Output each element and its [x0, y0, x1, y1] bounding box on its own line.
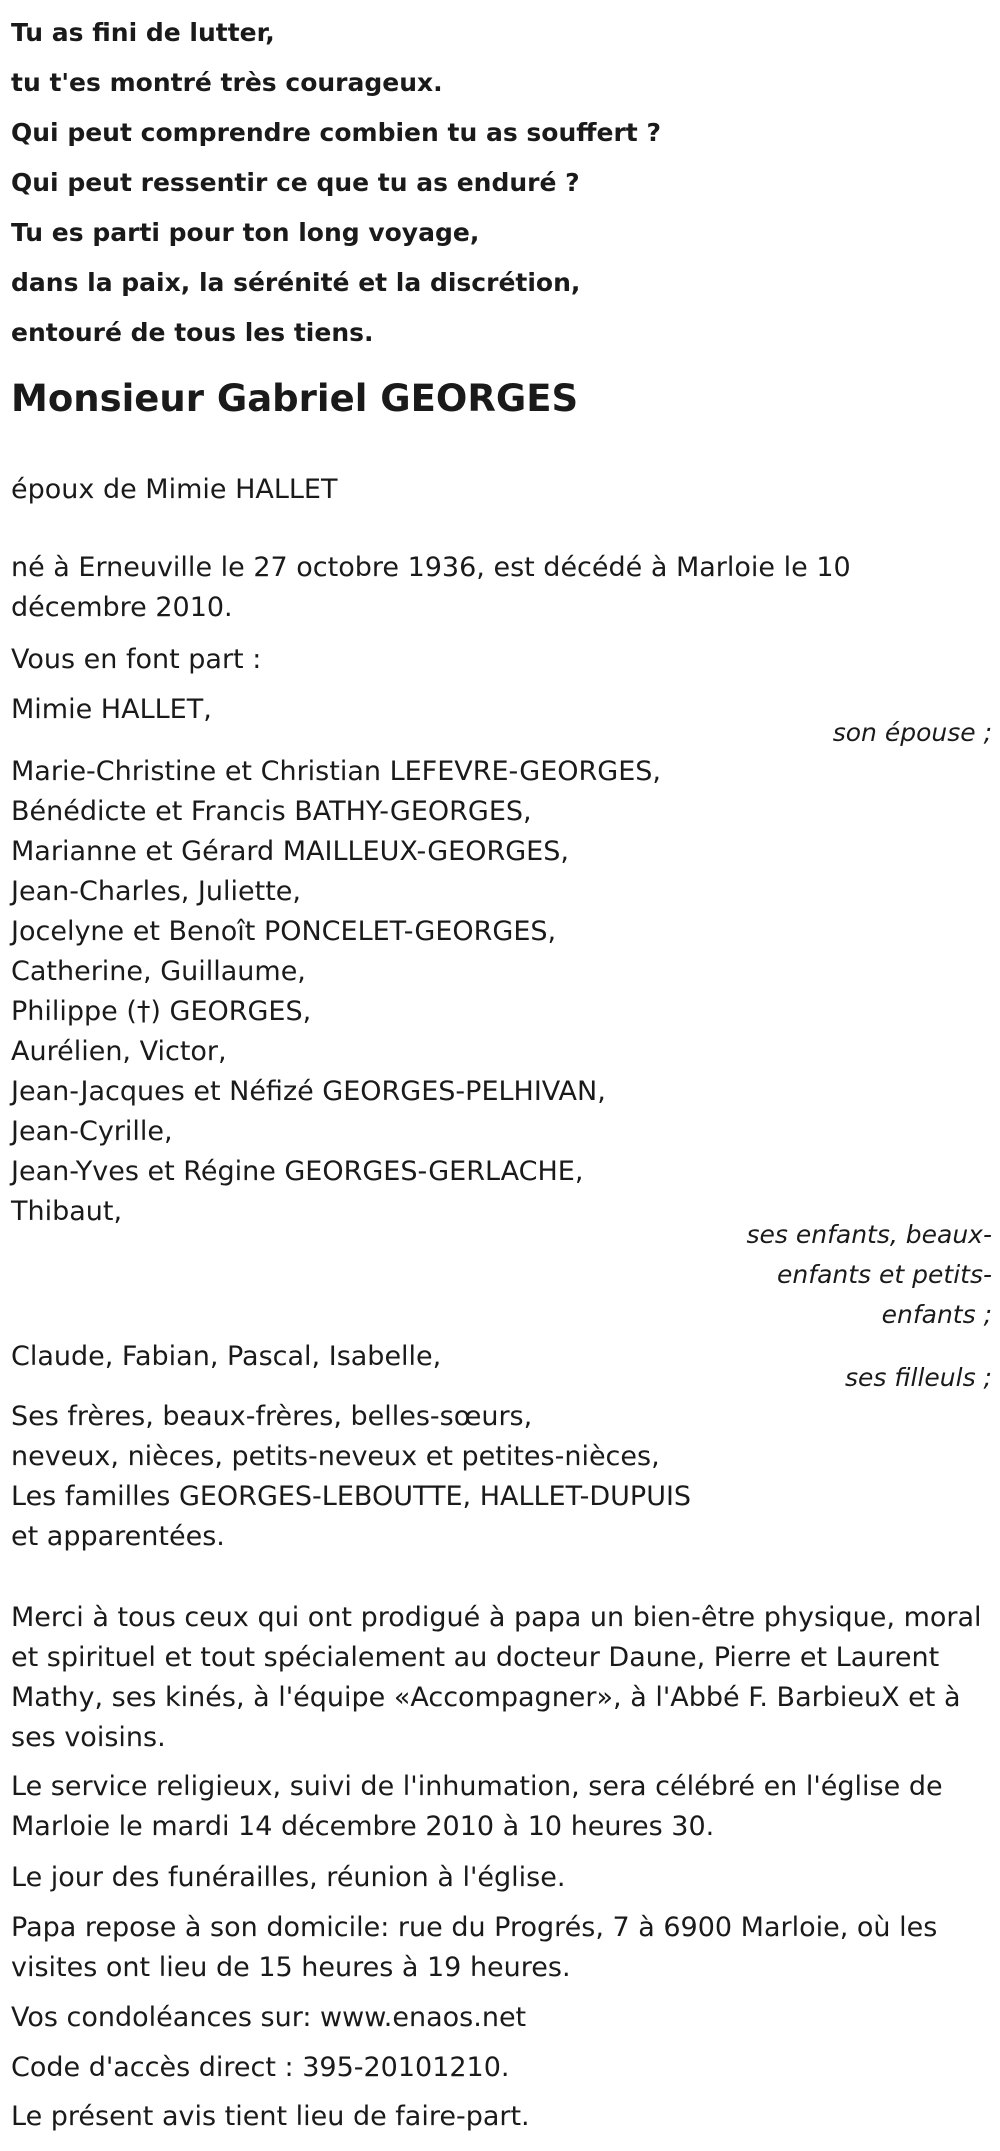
list-item: Bénédicte et Francis BATHY-GEORGES,: [11, 796, 532, 827]
list-item: Jocelyne et Benoît PONCELET-GEORGES,: [11, 916, 557, 947]
children-role: ses enfants, beaux- enfants et petits- enfants ;: [746, 1220, 992, 1329]
list-item: Marie-Christine et Christian LEFEVRE-GEORGES,: [11, 756, 661, 787]
spouse-line: époux de Mimie HALLET: [11, 474, 338, 505]
list-item: Thibaut,: [11, 1196, 123, 1227]
poem-line: tu t'es montré très courageux.: [11, 68, 443, 97]
notice: Le présent avis tient lieu de faire-part.: [11, 2101, 530, 2132]
poem: [11, 8, 661, 358]
poem-line: Tu es parti pour ton long voyage,: [11, 218, 480, 247]
access-code: Code d'accès direct : 395-20101210.: [11, 2052, 510, 2083]
family-list: [11, 1397, 691, 1557]
godchildren-role: ses filleuls ;: [845, 1363, 992, 1392]
list-item: Jean-Yves et Régine GEORGES-GERLACHE,: [11, 1156, 584, 1187]
list-item: Marianne et Gérard MAILLEUX-GEORGES,: [11, 836, 569, 867]
list-item: Ses frères, beaux-frères, belles-sœurs,: [11, 1401, 533, 1432]
poem-line: Tu as fini de lutter,: [11, 18, 275, 47]
list-item: et apparentées.: [11, 1521, 225, 1552]
thanks: Merci à tous ceux qui ont prodigué à papa un bien-être physique, moral et spirituel et tout spécialement au docteur Daune, Pierre et Laurent Mathy, ses kinés, à l'équipe «Accompagner», à l'Abbé F. BarbieuX et à ses voisins.: [11, 1602, 982, 1753]
godchildren-names: Claude, Fabian, Pascal, Isabelle,: [11, 1341, 442, 1372]
deceased-name: Monsieur Gabriel GEORGES: [11, 377, 579, 420]
list-item: Les familles GEORGES-LEBOUTTE, HALLET-DUPUIS: [11, 1481, 692, 1512]
poem-line: Qui peut comprendre combien tu as souffert ?: [11, 118, 661, 147]
condolences[interactable]: Vos condoléances sur: www.enaos.net: [11, 2002, 527, 2033]
list-item: Catherine, Guillaume,: [11, 956, 306, 987]
announce: Vous en font part :: [11, 644, 262, 675]
service: Le service religieux, suivi de l'inhumation, sera célébré en l'église de Marloie le mardi 14 décembre 2010 à 10 heures 30.: [11, 1771, 943, 1842]
list-item: Jean-Charles, Juliette,: [11, 876, 301, 907]
poem-line: dans la paix, la sérénité et la discrétion,: [11, 268, 581, 297]
poem-line: entouré de tous les tiens.: [11, 318, 374, 347]
children-list: [11, 752, 661, 1232]
wife-name: Mimie HALLET,: [11, 694, 212, 725]
list-item: Philippe (†) GEORGES,: [11, 996, 312, 1027]
poem-line: Qui peut ressentir ce que tu as enduré ?: [11, 168, 580, 197]
list-item: Jean-Jacques et Néfizé GEORGES-PELHIVAN,: [11, 1076, 606, 1107]
list-item: Jean-Cyrille,: [11, 1116, 173, 1147]
list-item: Aurélien, Victor,: [11, 1036, 227, 1067]
rest: Papa repose à son domicile: rue du Progrés, 7 à 6900 Marloie, où les visites ont lieu de 15 heures à 19 heures.: [11, 1912, 938, 1983]
wife-role: son épouse ;: [832, 718, 992, 747]
birth-death: né à Erneuville le 27 octobre 1936, est décédé à Marloie le 10 décembre 2010.: [11, 552, 851, 623]
list-item: neveux, nièces, petits-neveux et petites-nièces,: [11, 1441, 660, 1472]
meeting: Le jour des funérailles, réunion à l'église.: [11, 1862, 566, 1893]
